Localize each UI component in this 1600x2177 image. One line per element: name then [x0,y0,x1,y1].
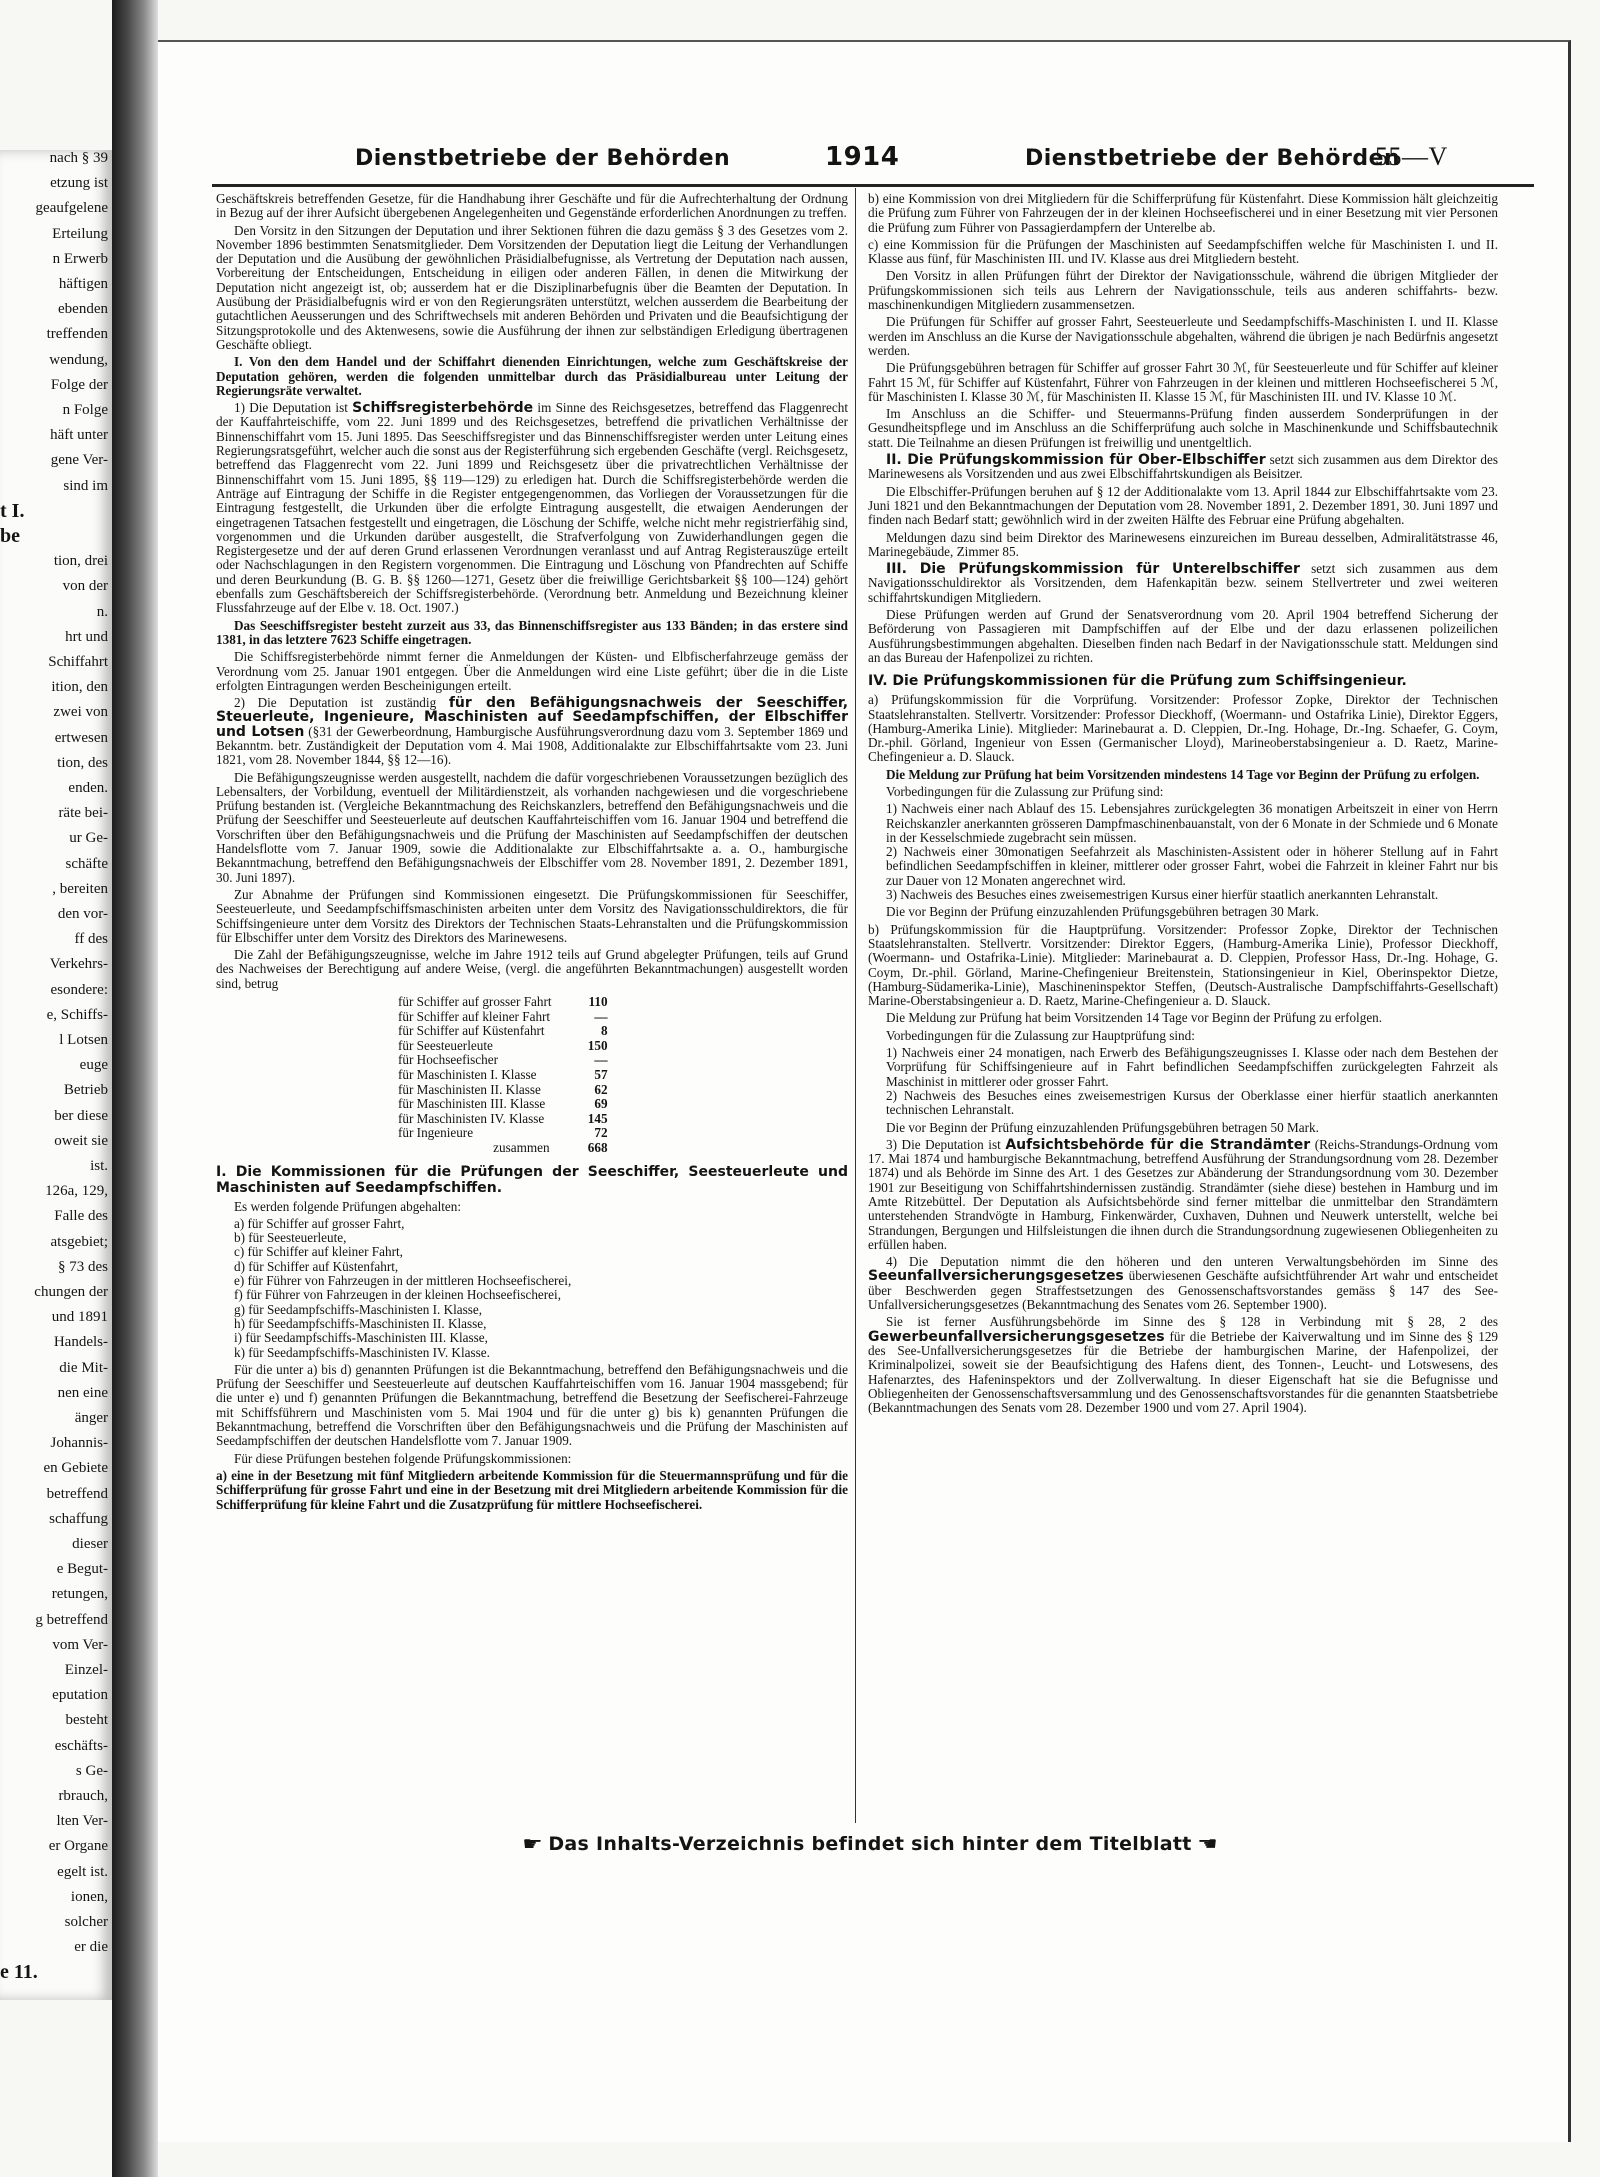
row-label: für Maschinisten III. Klasse [398,1096,546,1112]
paragraph: b) Prüfungskommission für die Hauptprüfung. Vorsitzender: Professor Zopke, Direktor der Technischen Staatslehranstalten. Stellvertr. Vorsitzender: Direktor Eggers, (Hamburg-Amerika Linie), Professor Dieckhoff, (Woermann- und Ostafrika-Linie). Mitglieder: Marinebaurat a. D. Cleppien, Professor Hass, Dr.-Ing. Hohage, G. Coym, Dr.-phil. Görland, Marine-Chefingenieur Breitenstein, Stationsingenieur in Kiel, Oberinspektor Dietze, (Hamburg-Südamerika-Linie), Maschineninspektor Steffen, (Deutsch-Australische Dampfschiffahrts-Gesellschaft) Marine-Oberstabsingenieur a. D. Raetz, Marine-Chefingenieur a. D. Slauck. [868,921,1498,1009]
left-page-fragment: Erteilung [52,225,108,242]
list-item: a) für Schiffer auf grosser Fahrt, [234,1215,405,1231]
left-page-fragment: betreffend [46,1485,108,1502]
paragraph: Die Prüfungen für Schiffer auf grosser Fahrt, Seesteuerleute und Seedampfschiffs-Maschinisten I. und II. Klasse werden im Anschluss an die Kurse der Navigationsschule abgehalten, während die übrigen je nach Bedürfnis angesetzt werden. [868,314,1498,358]
keyword: Seeunfallversicherungsgesetzes [868,1268,1124,1285]
paragraph-section-III [868,562,1498,605]
left-page-fragment: e 11. [0,1961,38,1984]
total-value: 668 [587,1139,608,1155]
list-item: 3) Nachweis des Besuches eines zweisemestrigen Kursus einer hierfür staatlich anerkannten Lehranstalt. [886,887,1439,903]
left-page-fragment: und 1891 [51,1309,108,1326]
left-page-fragment: g betreffend [35,1611,108,1628]
left-page-fragment: retungen, [51,1586,108,1603]
row-label: für Maschinisten II. Klasse [398,1081,541,1097]
left-page-fragment: häftigen [58,276,108,292]
left-page-fragment: eputation [52,1687,108,1704]
left-page-fragment: n Folge [62,402,108,418]
paragraph: Den Vorsitz in den Sitzungen der Deputation und ihrer Sektionen führen die dazu gemäss § 3 des Gesetzes vom 2. November 1896 bestimmten Senatsmitglieder. Dem Vorsitzenden der Deputation liegt die Leitung der Verhandlungen der Deputation und die Ausübung der gewöhnlichen Präsidialbefugnisse, als Vertretung der Deputation nach aussen, Vorbereitung der Entscheidungen, Entscheidung in eiligen oder anderen Fällen, in denen die Mitwirkung der Deputation nicht angezeigt ist, ob; ausserdem hat er die Disziplinarbefugnis über die Beamten der Deputation. In Ausübung der Präsidialbefugnis wird er von den Regierungsräten unterstützt, welchen ausserdem die Bearbeitung der gutachtlichen Aeusserungen und des Schriftwechsels mit anderen Behörden und Privaten und die Beaufsichtigung der Sitzungsprotokolle und des Aktenwesens, sowie die Ausführung der ihnen zur selbständigen Erledigung übertragenen Geschäfte obliegt. [216,222,848,352]
text: 1) Die Deputation ist [234,400,348,416]
paragraph: a) eine in der Besetzung mit fünf Mitgliedern arbeitende Kommission für die Steuermannsprüfung und für die Schifferprüfung für grosse Fahrt und eine in der Besetzung mit drei Mitgliedern arbeitende Kommission für die Schifferprüfung für kleine Fahrt und die Zusatzprüfung für mittlere Hochseefischerei. [216,1467,848,1512]
book-gutter [112,0,158,2177]
paragraph: Die Meldung zur Prüfung hat beim Vorsitzenden mindestens 14 Tage vor Beginn der Prüfung zu erfolgen. [886,766,1480,782]
left-page-fragment: s Ge- [75,1762,108,1779]
left-page-fragment: ertwesen [54,729,108,746]
section-heading-IV: IV. Die Prüfungskommissionen für die Prüfung zum Schiffsingenieur. [868,673,1407,690]
pointing-hand-right-icon: ☛ [522,1833,544,1855]
header-rule [212,184,1534,187]
left-page-fragment: e Begut- [56,1561,108,1578]
paragraph-gewerbeunfall [868,1315,1498,1415]
left-page-fragment: geaufgelene [35,200,108,217]
paragraph-strandaemter [868,1138,1498,1252]
section-heading-II: II. Die Prüfungskommission für Ober-Elbschiffer [886,452,1266,469]
row-label: für Hochseefischer [398,1052,498,1068]
list-item: b) für Seesteuerleute, [234,1230,347,1246]
left-page-fragment: Falle des [54,1208,108,1225]
left-page-fragment: rbrauch, [58,1788,108,1804]
exam-list [234,1217,848,1360]
left-page-fragment: Johannis- [50,1435,108,1452]
paragraph: Geschäftskreis betreffenden Gesetze, für die Handhabung ihrer Geschäfte und für die Aufrechterhaltung der Ordnung in Bezug auf der ihrer Aufsicht übergebenen Angelegenheiten und Gegenstände erforderlichen Anordnungen zu treffen. [216,191,848,221]
table-row [394,1010,612,1025]
row-value: 72 [594,1125,608,1141]
left-page-fragment: er die [74,1939,108,1956]
left-page-fragment: ist. [90,1158,108,1174]
table-row [394,1024,612,1039]
left-page-fragment: oweit sie [54,1132,108,1149]
row-label: für Maschinisten I. Klasse [398,1067,537,1082]
left-page-fragment: n Erwerb [52,250,108,267]
table-row [394,995,612,1010]
text: überwiesenen Geschäfte aufsichtführender Art wahr und entscheidet über Beschwerden gegen Straffestsetzungen des Genossenschaftsvorstandes gemäss § 147 des See-Unfallversicherungsgesetzes (Bekanntmachung des Senates vom 26. September 1900). [868,1268,1498,1313]
row-value: — [594,1008,608,1024]
row-value: — [594,1052,608,1068]
left-page-fragment: tion, drei [53,553,108,570]
row-value: 57 [594,1067,608,1082]
text: 2) Die Deputation ist zuständig [234,695,437,711]
paragraph: Vorbedingungen für die Zulassung zur Prüfung sind: [886,783,1164,799]
row-label: für Schiffer auf grosser Fahrt [398,994,552,1010]
list-item: i) für Seedampfschiffs-Maschinisten III. Klasse, [234,1330,488,1346]
paragraph: Die Prüfungsgebühren betragen für Schiffer auf grosser Fahrt 30 ℳ, für Seesteuerleute und für Schiffer auf kleiner Fahrt 15 ℳ, für Schiffer auf Küstenfahrt, Führer von Fahrzeugen in der kleinen und mittleren Hochseefischerei 5 ℳ, für Maschinisten I. Klasse 30 ℳ, für Maschinisten II. Klasse 15 ℳ, für Maschinisten III. und IV. Klasse 10 ℳ. [868,360,1498,404]
paragraph: I. Von den dem Handel und der Schiffahrt dienenden Einrichtungen, welche zum Geschäftskreise der Deputation gehören, werden die folgenden unmittelbar durch das Präsidialbureau unter Leitung der Regierungsräte verwaltet. [216,354,848,398]
row-value: 150 [587,1037,608,1053]
list-item: 2) Nachweis einer 30monatigen Seefahrzeit als Maschinisten-Assistent oder in höherer Stellung auf in Fahrt befindlichen Seedampfschiffen in kleiner, mittlerer oder grosser Fahrt, wobei die Fahrzeit in kleiner Fahrt nur bis zur Dauer von 12 Monaten angerechnet wird. [886,844,1498,888]
text: (§31 der Gewerbeordnung, Hamburgische Ausführungsverordnung dazu vom 3. September 1869 und Bekanntm. betr. Zuständigkeit der Deputation vom 4. Mai 1908, Additionalakte zur Elbschiffahrtsakte vom 23. Juni 1821, vom 28. November 1844, §§ 12—16). [216,723,848,768]
paragraph: Die Befähigungszeugnisse werden ausgestellt, nachdem die dafür vorgeschriebenen Voraussetzungen bezüglich des Lebensalters, der Vorbildung, eventuell der Militärdienstzeit, als vorhanden nachgewiesen und die vorgeschriebene Prüfung bestanden ist. (Vergleiche Bekanntmachung des Reichskanzlers, betreffend den Befähigungsnachweis und die Prüfung der Seeschiffer und Seesteuerleute auf deutschen Kauffahrteischiffen vom 16. Januar 1904 und betreffend die Vorschriften über den Befähigungsnachweis und die Prüfung der Maschinisten auf Seedampfschiffen der deutschen Handelsflotte vom 7. Januar 1909, sowie die Additionalakte zur Elbschiffahrtsakte a. a. O., hamburgische Bekanntmachung, betreffend den Befähigungsnachweis der Elbschiffer vom 28. November 1891, 2. Dezember 1891, 30. Juni 1897). [216,769,848,885]
left-page-fragment: tion, des [57,754,108,771]
table-row [394,1126,612,1141]
list-item: 1) Nachweis einer 24 monatigen, nach Erwerb des Befähigungszeugnisses I. Klasse oder nach dem Bestehen der Vorprüfung für Schiffsingenieure auf in Fahrt befindlichen Seedampfschiffen zurückgelegten Fahrzeit als Maschinist in mittlerer oder grosser Fahrt. [886,1045,1498,1089]
left-page-fragment: atsgebiet; [50,1233,108,1250]
paragraph: a) Prüfungskommission für die Vorprüfung. Vorsitzender: Professor Zopke, Direktor der Technischen Staatslehranstalten. Stellvertr. Vorsitzender: Professor Dieckhoff, (Woermann- und Ostafrika Linie), Direktor Eggers, (Hamburg-Amerika Linie). Mitglieder: Marinebaurat a. D. Cleppien, Dr.-Ing. Hohage, Dr.-Ing. Schaefer, G. Coym, Dr.-phil. Görland, Ingenieur von Essen (Germanischer Lloyd), Marineoberstabsingenieur a. D. Raetz, Marine-Chefingenieur a. D. Slauck. [868,692,1498,765]
list-item: f) für Führer von Fahrzeugen in der kleinen Hochseefischerei, [234,1287,561,1303]
header-right-title: Dienstbetriebe der Behörden [1025,146,1401,171]
paragraph: Die vor Beginn der Prüfung einzuzahlenden Prüfungsgebühren betragen 50 Mark. [886,1119,1319,1135]
list-item: k) für Seedampfschiffs-Maschinisten IV. Klasse. [234,1344,490,1360]
certificates-table [394,995,612,1156]
text: im Sinne des Reichsgesetzes, betreffend das Flaggenrecht der Kauffahrteischiffe, vom 22. Juni 1899 und des Reichsgesetzes, betreffend die privatlichen Verhältnisse der Binnenschiffahrt vom 15. Juni 1895. Das Seeschiffsregister und das Binnenschiffsregister werden unter Leitung eines Regierungsratsgeführt, welcher auch die sonst aus der Registerführung sich ergebenden Geschäfte (vergl. Reichsgesetz, betreffend das Flaggenrecht vom 22. Juni 1899 und Reichsgesetz über die privatrechtlichen Verhältnisse der Binnenschiffahrt vom 15. Juni 1895, §§ 119—129) zu erledigen hat. Durch die Schiffsregisterbehörde werden die Anträge auf Eintragung der Schiffe in die Register entgegengenommen, das Vorliegen der Voraussetzungen für die Eintragung festgestellt, die Urkunden über die erfolgte Eintragung ausgestellt, die etwaigen Aenderungen der eingetragenen Tatsachen festgestellt und eingetragen, die Löschung der Schiffe, welche nicht mehr registrierfähig sind, vorgenommen und die Urkunden darüber ausgestellt, die Strafverfolgung von Zuwiderhandlungen gegen die Registergesetze und der auf deren Grund erlassenen Verordnungen veranlasst und auf Antrag Registerauszüge erteilt oder Nachschlagungen in den Registern vorgenommen. Die Eintragung und Löschung von Pfandrechten auf Schiffe und deren Beurkundung (B. G. B. §§ 1260—1271, Gesetz über die freiwillige Gerichtsbarkeit §§ 100—124) gehört ebenfalls zum Geschäftsbereich der Schiffsregisterbehörde. (Verordnung betr. Anmeldung und Bezeichnung kleiner Flussfahrzeuge auf der Elbe v. 18. Oct. 1907.) [216,400,848,616]
left-page-fragment: sind im [63,477,108,494]
left-page-fragment: esondere: [50,981,108,998]
left-page-fragment: etzung ist [50,175,108,192]
left-page-fragment: schaffung [49,1510,108,1527]
text: für die Betriebe der Kaiverwaltung und im Sinne des § 129 des See-Unfallversicherungsgesetzes für die Betriebe der hamburgischen Marine, der Hafenpolizei, der Kriminalpolizei, soweit sie der Beaufsichtigung des Hafens dient, des Tonnen-, Leucht- und Lotswesens, des Hafenarztes, des Hafeninspektors und der Zollverwaltung. In dieser Eigenschaft hat sie die Befugnisse und Obliegenheiten der Genossenschaftsversammlung und des Genossenschaftsvorstandes für die genannten Staatsbetriebe (Bekanntmachungen des Senats vom 28. Dezember 1900 und vom 27. April 1904). [868,1328,1499,1416]
left-page-fragment: be [0,525,20,547]
left-page-fragment: lten Ver- [56,1813,108,1830]
left-page-fragment: dieser [72,1536,108,1552]
list-item: c) für Schiffer auf kleiner Fahrt, [234,1244,403,1260]
paragraph: Die Elbschiffer-Prüfungen beruhen auf § 12 der Additionalakte vom 13. April 1844 zur Elbschiffahrtsakte vom 23. Juni 1821 und den Bekanntmachungen der Deputation vom 28. November 1891, 2. Dezember 1891, 30. Juni 1897 und finden nach Bedarf statt; gewöhnlich wird in der zweiten Hälfte des Februar eine Prüfung abgehalten. [868,483,1498,528]
left-page-fragment: 126a, 129, [45,1183,108,1200]
text: setzt sich zusammen aus dem Direktor des Marinewesens als Vorsitzenden und aus zwei Elbschiffahrtskundigen als Beisitzer. [868,452,1499,482]
left-page-fragment: Betrieb [63,1082,108,1099]
text: 3) Die Deputation ist [886,1136,1001,1152]
paragraph: Vorbedingungen für die Zulassung zur Hauptprüfung sind: [886,1027,1195,1043]
left-page-fragment: Verkehrs- [49,956,108,973]
keyword: Schiffsregisterbehörde [352,400,534,417]
left-page-fragment: ition, den [51,679,108,696]
paragraph-section-II [868,453,1498,482]
left-page-fragment: ionen, [70,1888,108,1905]
row-value: 62 [594,1081,608,1097]
paragraph: b) eine Kommission von drei Mitgliedern für die Schifferprüfung für Küstenfahrt. Diese Kommission hält gleichzeitig die Prüfung zum Führer von Fahrzeugen der in der kleinen Hochseefischerei und in einer Besetzung mit vier Personen die Prüfung zum Führer von Passagierdampfern der Unterelbe ab. [868,191,1498,235]
left-page-fragment: , bereiten [52,880,108,897]
left-page-fragment: ebenden [58,301,108,318]
row-label: für Seesteuerleute [398,1037,493,1053]
row-value: 8 [600,1023,608,1039]
left-page-fragment: ber diese [54,1107,108,1124]
left-page-fragment: n. [96,603,108,620]
paragraph: Für die unter a) bis d) genannten Prüfungen ist die Bekanntmachung, betreffend den Befähigungsnachweis und die Prüfung der Seeschiffer und Seesteuerleute auf deutschen Kauffahrteischiffen vom 16. Januar 1904 massgebend; für die unter e) und f) genannten Prüfungen die Bekanntmachung, betreffend die Besetzung der Seefischerei-Fahrzeuge mit Schiffsführern und Maschinisten vom 5. Mai 1904 und für die unter g) bis k) genannten Prüfungen die Bekanntmachung, betreffend die Vorschriften über den Befähigungsnachweis und die Prüfung der Maschinisten auf Seedampfschiffen der deutschen Handelsflotte vom 7. Januar 1909. [216,1361,848,1449]
left-page-fragment: die Mit- [59,1359,108,1376]
left-page-fragment: solcher [64,1914,108,1930]
left-page-fragment: Handels- [53,1334,108,1351]
left-page-fragment: l Lotsen [59,1032,108,1048]
text: setzt sich zusammen aus dem Navigationsschuldirektor als Vorsitzenden, dem Hafenkapitän bezw. seinem Stellvertreter und zwei weiteren schiffahrtskundigen Mitgliedern. [868,561,1498,605]
left-page-fragment: t I. [0,499,25,522]
left-page-fragment: vom Ver- [52,1636,108,1653]
section-heading-I: I. Die Kommissionen für die Prüfungen der Seeschiffer, Seesteuerleute und Maschinisten auf Seedampfschiffen. [216,1163,848,1196]
left-page-fragment: räte bei- [58,805,108,822]
footer-notice [470,1833,1270,1863]
list-item: d) für Schiffer auf Küstenfahrt, [234,1258,399,1274]
left-page-fragment: schäfte [65,855,108,872]
paragraph: Die vor Beginn der Prüfung einzuzahlenden Prüfungsgebühren betragen 30 Mark. [886,904,1319,920]
left-column [216,192,848,1515]
list-item: 2) Nachweis des Besuches eines zweisemestrigen Kursus der Oberklasse einer hierfür staatlich anerkannten technischen Lehranstalt. [886,1087,1498,1118]
text: 4) Die Deputation nimmt die den höheren und den unteren Verwaltungsbehörden im Sinne des [886,1254,1498,1270]
paragraph: Das Seeschiffsregister besteht zurzeit aus 33, das Binnenschiffsregister aus 133 Bänden; in das erstere sind 1381, in das letztere 7623 Schiffe eingetragen. [216,617,848,647]
header-year: 1914 [825,142,900,172]
column-divider [855,188,856,1823]
paragraph: Zur Abnahme der Prüfungen sind Kommissionen eingesetzt. Die Prüfungskommissionen für Seeschiffer, Seesteuerleute, und Seedampfschiffsmaschinisten arbeiten unter dem Vorsitz des Navigationsschuldirektors, die für Schiffsingenieure unter dem Vorsitz des Direktors der Technischen Staats-Lehranstalten und die Prüfungskommission für Elbschiffer unter dem Vorsitz des Direktors des Marinewesens. [216,886,848,945]
paragraph: Die Schiffsregisterbehörde nimmt ferner die Anmeldungen der Küsten- und Elbfischerfahrzeuge gemäss der Verordnung vom 25. Januar 1901 entgegen. Über die Anmeldungen wird eine Liste geführt; über die in die Liste erfolgten Eintragungen werden Bescheinigungen erteilt. [216,649,848,693]
list-item: h) für Seedampfschiffs-Maschinisten II. Klasse, [234,1315,487,1331]
left-page-fragment: nen eine [57,1384,108,1401]
row-value: 145 [587,1110,608,1126]
paragraph: Diese Prüfungen werden auf Grund der Senatsverordnung vom 20. April 1904 betreffend Sicherung der Beförderung von Passagieren mit Dampfschiffen auf der Elbe und der dazu erlassenen polizeilichen Ausführungsbestimmungen abgehalten. Dieselben finden nach Bedarf in der Navigationsschule statt. Meldungen sind an das Bureau der Hafenpolizei zu richten. [868,607,1498,665]
right-column [868,192,1498,1418]
paragraph: Die Meldung zur Prüfung hat beim Vorsitzenden 14 Tage vor Beginn der Prüfung zu erfolgen. [886,1010,1383,1026]
left-page-fragment: häft unter [50,427,108,444]
left-page-fragment: Schiffahrt [48,654,108,670]
left-page-fragment: zwei von [53,704,108,721]
table-row [394,1112,612,1127]
table-row [394,1053,612,1068]
row-label: für Schiffer auf kleiner Fahrt [398,1008,551,1024]
paragraph: Die Zahl der Befähigungszeugnisse, welche im Jahre 1912 teils auf Grund abgelegter Prüfungen, teils auf Grund des Nachweises der Berechtigung auf andere Weise, (vergl. die angeführten Bekanntmachungen) ausgestellt worden sind, betrug [216,947,848,991]
requirements-list [886,802,1498,902]
left-page-fragment: eschäfts- [54,1737,108,1754]
paragraph: Den Vorsitz in allen Prüfungen führt der Direktor der Navigationsschule, während die übrigen Mitglieder der Prüfungskommissionen sich teils aus Lehrern der Navigationsschule, teils aus anderen schiffahrts- bezw. maschinenkundigen Mitgliedern zusammensetzen. [868,268,1498,313]
keyword: Gewerbeunfallversicherungsgesetzes [868,1328,1165,1345]
paragraph-schiffsregister [216,401,848,615]
left-page-fragment: treffenden [46,326,108,343]
table-row [394,1068,612,1083]
header-page-number: 55—V [1375,142,1448,171]
left-page-fragment: ff des [74,931,108,948]
table-row [394,1039,612,1054]
left-page-fragment: den vor- [57,906,108,922]
list-item: g) für Seedampfschiffs-Maschinisten I. Klasse, [234,1301,483,1317]
left-page-fragment: Folge der [50,376,108,393]
left-page-fragment: hrt und [65,628,108,645]
left-page-fragment: euge [79,1057,108,1074]
paragraph-seeunfall [868,1255,1498,1312]
row-label: für Maschinisten IV. Klasse [398,1110,545,1126]
left-page-fragment: besteht [65,1712,108,1729]
left-page-fragment: en Gebiete [43,1460,108,1477]
left-page-fragment: Einzel- [64,1662,108,1678]
table-row-total [394,1141,612,1156]
left-page-fragment: er Organe [48,1838,108,1855]
left-page-fragment: ur Ge- [69,830,108,847]
list-item: e) für Führer von Fahrzeugen in der mittleren Hochseefischerei, [234,1273,572,1289]
paragraph: Meldungen dazu sind beim Direktor des Marinewesens einzureichen im Bureau desselben, Admiralitätstrasse 46, Marinegebäude, Zimmer 85. [868,529,1498,559]
left-page-fragment: egelt ist. [57,1863,108,1880]
text: Sie ist ferner Ausführungsbehörde im Sinne des § 128 in Verbindung mit § 28, 2 des [886,1314,1498,1330]
left-page-fragment: chungen der [34,1284,108,1300]
row-label: für Ingenieure [398,1125,474,1141]
row-label: für Schiffer auf Küstenfahrt [398,1023,545,1039]
header-left-title: Dienstbetriebe der Behörden [355,146,731,171]
keyword: für den Befähigungsnachweis der Seeschiffer, Steuerleute, Ingenieure, Maschinisten auf Seedampfschiffen, der Elbschiffer und Lotsen [216,695,849,740]
paragraph: Für diese Prüfungen bestehen folgende Prüfungskommissionen: [234,1450,572,1466]
left-page-fragment: nach § 39 [49,150,108,166]
requirements-list [886,1046,1498,1117]
left-page-fragment: gene Ver- [50,452,108,469]
table-row [394,1083,612,1098]
table-row [394,1097,612,1112]
left-page-fragment: wendung, [49,351,108,368]
row-value: 110 [588,994,608,1010]
left-page-strip [0,150,115,2000]
row-value: 69 [594,1096,608,1112]
left-page-fragment: von der [62,578,108,595]
paragraph: c) eine Kommission für die Prüfungen der Maschinisten auf Seedampfschiffen welche für Maschinisten I. und II. Klasse aus fünf, für Maschinisten III. und IV. Klasse aus drei Mitgliedern besteht. [868,236,1498,267]
left-page-fragment: § 73 des [58,1258,108,1275]
page-header [210,138,1455,178]
footer-notice-text: Das Inhalts-Verzeichnis befindet sich hinter dem Titelblatt [548,1833,1192,1855]
total-label: zusammen [493,1139,550,1155]
paragraph-befaehigung [216,696,848,767]
list-item: 1) Nachweis einer nach Ablauf des 15. Lebensjahres zurückgelegten 36 monatigen Arbeitszeit in einer von Herrn Reichskanzler anerkannten grösseren Dampfmaschinenbauanstalt, von der 6 Monate in der Schmiede und 6 Monate in der Kesselschmiede zugebracht sein müssen. [886,801,1498,845]
section-heading-III: III. Die Prüfungskommission für Unterelbschiffer [886,561,1300,578]
keyword: Aufsichtsbehörde für die Strandämter [1005,1136,1311,1153]
left-page-fragment: e, Schiffs- [46,1006,108,1023]
left-page-fragment: enden. [68,780,108,796]
paragraph: Im Anschluss an die Schiffer- und Steuermanns-Prüfung finden ausserdem Sonderprüfungen in der Gesundheitspflege und im Anschluss an die Schifferprüfung auch solche in Maschinenkunde und Schiffsbautechnik statt. Die Teilnahme an diesen Prüfungen ist freiwillig und unentgeltlich. [868,406,1498,450]
paragraph: Es werden folgende Prüfungen abgehalten: [234,1198,462,1214]
left-page-fragment: änger [74,1410,108,1426]
text: (Reichs-Strandungs-Ordnung vom 17. Mai 1874 und hamburgische Bekanntmachung, betreffend Ausführung der Strandungsordnung vom 28. Dezember 1874) und als Behörde im Sinne des Art. 1 des Gesetzes zur Abänderung der Strandungsordnung vom 30. Dezember 1901 zur Beseitigung von Schiffahrtshindernissen zuständig. Strandämter (siehe diese) bestehen in Hamburg und im Amte Ritzebüttel. Der Deputation als Aufsichtsbehörde sind ferner mittelbar die unmittelbar den Strandämtern unterstehenden Strandvögte in Hamburg, Finkenwärder, Cuxhaven, Duhnen und Neuwerk unterstellt, welche bei Strandungen, Bergungen und Hilfsleistungen die ihnen durch die Strandungsordnung zugewiesenen Obliegenheiten zu erfüllen haben. [868,1136,1498,1252]
pointing-hand-left-icon: ☚ [1196,1833,1218,1855]
